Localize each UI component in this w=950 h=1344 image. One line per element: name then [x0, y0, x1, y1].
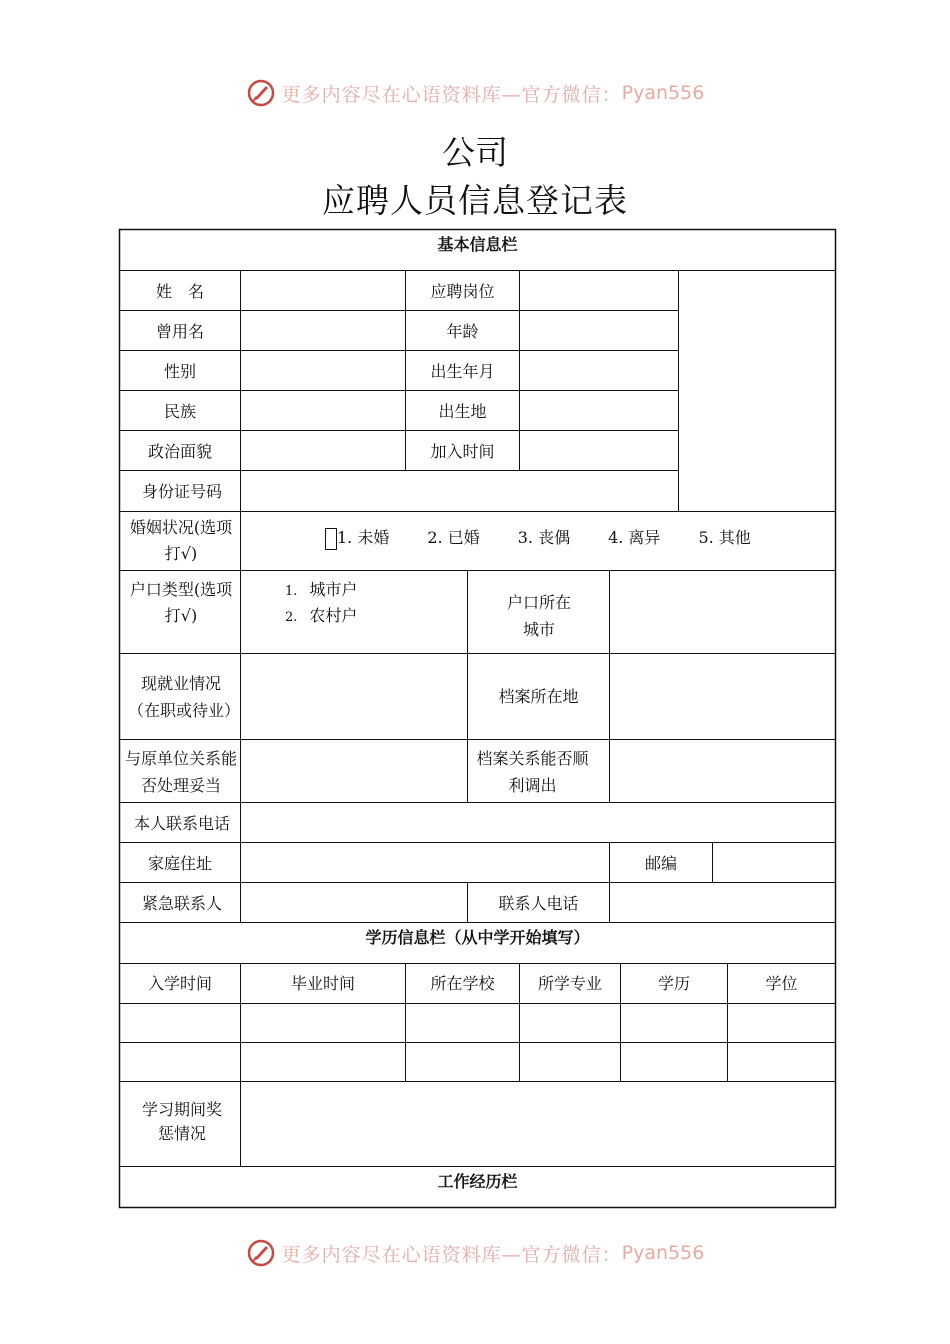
- field-age[interactable]: [520, 311, 678, 351]
- field-join-time[interactable]: [520, 431, 678, 471]
- field-gender[interactable]: [241, 351, 405, 391]
- marital-option[interactable]: 4. 离异: [608, 528, 661, 547]
- watermark-text: 更多内容尽在心语资料库—官方微信：: [281, 1243, 622, 1266]
- marital-options: [325, 525, 789, 550]
- watermark-bottom: [0, 1233, 950, 1273]
- watermark-id: Pyan556: [621, 1242, 705, 1264]
- watermark-text: 更多内容尽在心语资料库—官方微信：: [281, 83, 622, 106]
- field-hukou-city[interactable]: [610, 571, 835, 653]
- field-archive-transfer[interactable]: [610, 740, 835, 802]
- label-hukou-city: 户口所在城市: [506, 593, 571, 639]
- field-emergency-phone[interactable]: [610, 883, 835, 923]
- label-name: 姓 名: [155, 281, 204, 301]
- field-postcode[interactable]: [713, 843, 835, 883]
- form-title: 应聘人员信息登记表: [322, 181, 628, 220]
- label-awards: 学习期间奖惩情况: [141, 1100, 222, 1143]
- label-birth: 出生年月: [430, 361, 495, 381]
- table-row[interactable]: [120, 1043, 835, 1081]
- edu-header: 毕业时间: [290, 974, 355, 993]
- checkbox-icon[interactable]: [325, 528, 337, 550]
- field-name[interactable]: [241, 271, 405, 311]
- edu-header: 入学时间: [147, 974, 212, 993]
- label-postcode: 邮编: [644, 853, 677, 873]
- field-position[interactable]: [520, 271, 678, 311]
- edu-header: 学历: [657, 974, 690, 993]
- field-former-relation[interactable]: [241, 740, 467, 802]
- label-gender: 性别: [163, 361, 196, 381]
- label-phone: 本人联系电话: [133, 813, 230, 833]
- label-position: 应聘岗位: [430, 281, 495, 301]
- label-former-relation: 与原单位关系能否处理妥当: [124, 749, 237, 795]
- label-address: 家庭住址: [147, 853, 212, 873]
- label-archive-location: 档案所在地: [498, 687, 579, 706]
- field-address[interactable]: [241, 843, 609, 883]
- marital-option[interactable]: 3. 丧偶: [517, 528, 571, 547]
- label-id-number: 身份证号码: [141, 481, 222, 501]
- field-employment[interactable]: [241, 654, 467, 739]
- label-birthplace: 出生地: [438, 401, 487, 421]
- hukou-options: [285, 578, 357, 630]
- label-political: 政治面貌: [147, 441, 212, 461]
- section-basic: 基本信息栏: [437, 234, 518, 254]
- label-employment: 现就业情况（在职或待业）: [128, 674, 241, 720]
- marital-option[interactable]: 2. 已婚: [427, 528, 480, 547]
- field-birth[interactable]: [520, 351, 678, 391]
- field-birthplace[interactable]: [520, 391, 678, 431]
- marital-option[interactable]: 5. 其他: [698, 528, 751, 547]
- label-hukou: 户口类型(选项打√): [129, 580, 233, 625]
- label-emergency-phone: 联系人电话: [498, 893, 579, 913]
- marital-option[interactable]: 1. 未婚: [337, 528, 390, 547]
- table-row[interactable]: [120, 1004, 835, 1042]
- field-archive-location[interactable]: [610, 654, 835, 739]
- field-ethnicity[interactable]: [241, 391, 405, 431]
- watermark-id: Pyan556: [621, 82, 705, 104]
- field-emergency[interactable]: [241, 883, 467, 923]
- company-title: 公司: [442, 133, 508, 172]
- photo-area[interactable]: [679, 271, 835, 511]
- field-awards[interactable]: [241, 1082, 835, 1166]
- field-former-name[interactable]: [241, 311, 405, 351]
- label-marital: 婚姻状况(选项打√): [129, 518, 233, 563]
- label-age: 年龄: [446, 321, 479, 341]
- field-id-number[interactable]: [241, 471, 678, 511]
- hukou-option[interactable]: 2. 农村户: [285, 606, 358, 625]
- section-work: 工作经历栏: [437, 1171, 518, 1191]
- label-join-time: 加入时间: [430, 441, 495, 461]
- edu-header: 所学专业: [537, 974, 602, 993]
- edu-header: 学位: [765, 974, 798, 993]
- hukou-option[interactable]: 1. 城市户: [285, 580, 358, 599]
- label-ethnicity: 民族: [163, 401, 196, 421]
- label-former-name: 曾用名: [155, 321, 204, 341]
- edu-header: 所在学校: [430, 974, 495, 993]
- field-political[interactable]: [241, 431, 405, 471]
- label-emergency: 紧急联系人: [141, 893, 222, 913]
- section-education: 学历信息栏（从中学开始填写）: [365, 927, 590, 947]
- logo-icon: [246, 1238, 276, 1268]
- field-phone[interactable]: [241, 803, 835, 843]
- label-archive-transfer: 档案关系能否顺利调出: [476, 749, 589, 795]
